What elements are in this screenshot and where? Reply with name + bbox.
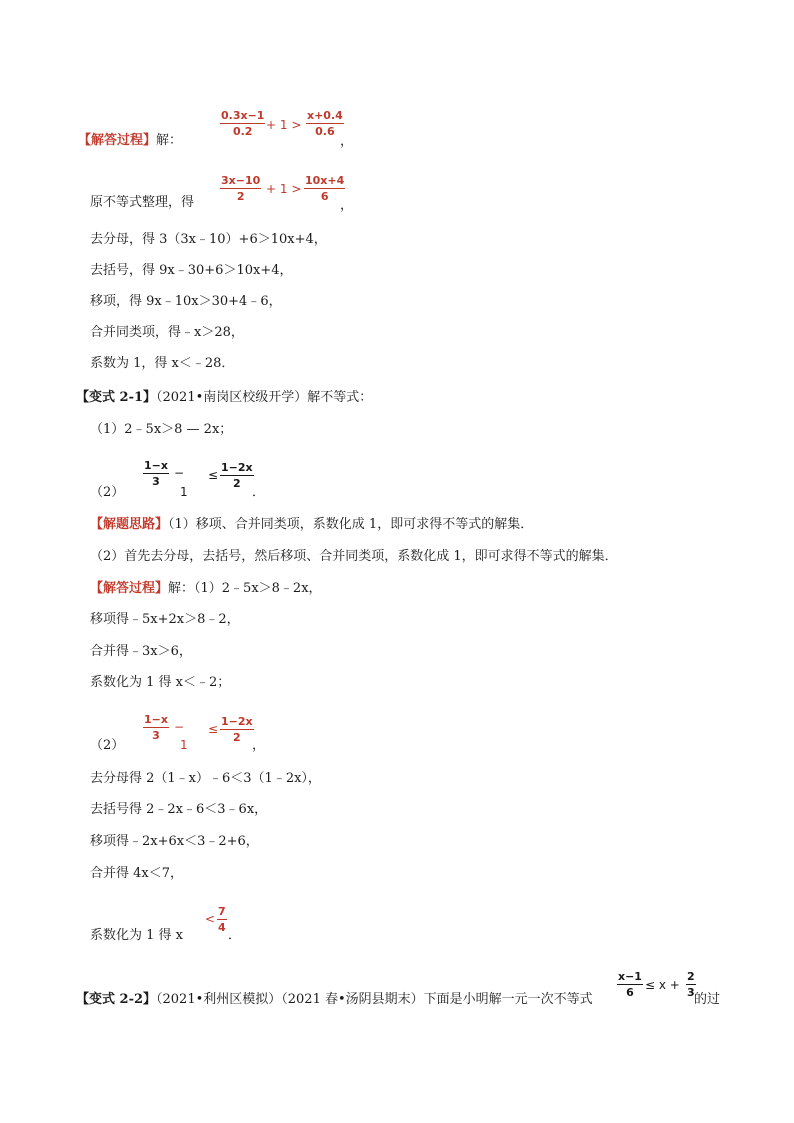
step-line: 移项得﹣5x+2x＞8﹣2， bbox=[90, 612, 240, 627]
fraction-3-numerator: 3x−10 bbox=[221, 174, 261, 187]
process-first: 解：（1）2﹣5x＞8﹣2x， bbox=[168, 581, 322, 596]
fraction-4-numerator: 10x+4 bbox=[305, 174, 345, 187]
v22-fraction-2-denominator: 3 bbox=[687, 986, 695, 999]
question-1: （1）2﹣5x＞8 — 2x； bbox=[90, 422, 233, 437]
fraction-3 bbox=[220, 174, 261, 203]
step-line: 合并同类项，得﹣x＞28， bbox=[90, 325, 244, 340]
final-fraction bbox=[217, 905, 227, 934]
fraction-1 bbox=[220, 109, 265, 138]
process-line bbox=[90, 581, 322, 597]
p2-le: ≤ bbox=[208, 722, 219, 736]
q2-one: 1 bbox=[180, 485, 188, 499]
fraction-1-numerator: 0.3x−1 bbox=[221, 109, 265, 122]
q2-fraction-1 bbox=[143, 459, 169, 488]
q2-end: ． bbox=[252, 485, 266, 500]
q2-le: ≤ bbox=[208, 468, 219, 482]
step-line: 移项，得 9x﹣10x＞30+4﹣6， bbox=[90, 294, 282, 309]
step-line: 移项得﹣2x+6x＜3﹣2+6， bbox=[90, 834, 259, 849]
final-step-text: 系数化为 1 得 x bbox=[90, 928, 183, 943]
step-line: 去括号，得 9x﹣30+6＞10x+4， bbox=[90, 263, 293, 278]
simplify-label: 原不等式整理，得 bbox=[90, 195, 195, 210]
v22-fraction-1-denominator: 6 bbox=[626, 986, 634, 999]
q2-fraction-1-denominator: 3 bbox=[152, 475, 160, 488]
step-line: 系数为 1，得 x＜﹣28． bbox=[90, 356, 235, 371]
comma: ， bbox=[340, 134, 354, 149]
v22-mid: ≤ x + bbox=[645, 978, 680, 992]
variant-2-2-text: （2021•利州区模拟）（2021 春•汤阴县期末）下面是小明解一元一次不等式 bbox=[156, 992, 593, 1007]
fraction-1-denominator: 0.2 bbox=[232, 125, 253, 138]
q2-fraction-2-numerator: 1−2x bbox=[221, 461, 253, 474]
process-label: 【解答过程】 bbox=[90, 581, 169, 596]
variant-2-1-label: 【变式 2-1】 bbox=[76, 390, 157, 405]
step-line: 系数化为 1 得 x＜﹣2； bbox=[90, 675, 231, 690]
p2-fraction-2 bbox=[220, 715, 254, 744]
v22-fraction-1 bbox=[617, 970, 643, 999]
answer-process-line bbox=[78, 133, 182, 149]
p2-fraction-2-numerator: 1−2x bbox=[221, 715, 253, 728]
v22-fraction-1-numerator: x−1 bbox=[618, 970, 642, 983]
fraction-4-denominator: 6 bbox=[320, 190, 329, 203]
p2-fraction-1 bbox=[143, 713, 169, 742]
final-fraction-numerator: 7 bbox=[218, 905, 226, 918]
variant-2-2-heading bbox=[76, 992, 593, 1008]
fraction-3-denominator: 2 bbox=[236, 190, 245, 203]
q2-fraction-1-numerator: 1−x bbox=[144, 459, 168, 472]
p2-one: 1 bbox=[180, 738, 188, 752]
p2-fraction-2-denominator: 2 bbox=[232, 731, 241, 744]
v22-tail: 的过 bbox=[694, 992, 721, 1007]
p2-fraction-1-numerator: 1−x bbox=[144, 713, 168, 726]
fraction-2 bbox=[306, 109, 344, 138]
final-end: ． bbox=[228, 928, 242, 943]
p2-minus: − bbox=[174, 720, 185, 734]
q2-fraction-2 bbox=[220, 461, 254, 490]
step-line: 去分母，得 3（3x﹣10）+6＞10x+4， bbox=[90, 232, 327, 247]
v22-fraction-2-numerator: 2 bbox=[687, 970, 695, 983]
thinking-line bbox=[90, 517, 533, 533]
fraction-2-denominator: 0.6 bbox=[315, 125, 335, 138]
question-2-prefix: （2） bbox=[90, 485, 125, 500]
q2-fraction-2-denominator: 2 bbox=[232, 477, 241, 490]
jie-label: 解： bbox=[156, 133, 183, 148]
plus-one-greater-2: + 1 > bbox=[266, 182, 302, 196]
p2-end: ， bbox=[252, 738, 266, 753]
plus-one-greater: + 1 > bbox=[266, 118, 302, 132]
step-line: 合并得﹣3x＞6， bbox=[90, 644, 192, 659]
variant-2-1-source: （2021•南岗区校级开学）解不等式： bbox=[156, 390, 373, 405]
variant-2-1-heading bbox=[76, 390, 372, 406]
part-2-prefix: （2） bbox=[90, 738, 125, 753]
step-line: 合并得 4x＜7， bbox=[90, 866, 184, 881]
fraction-2-numerator: x+0.4 bbox=[307, 109, 343, 122]
final-fraction-denominator: 4 bbox=[218, 921, 226, 934]
p2-fraction-1-denominator: 3 bbox=[152, 729, 160, 742]
thinking-text-2: （2）首先去分母，去括号，然后移项、合并同类项，系数化成 1，即可求得不等式的解集． bbox=[90, 549, 618, 564]
final-less-than: < bbox=[205, 912, 216, 926]
thinking-label: 【解题思路】 bbox=[90, 517, 169, 532]
thinking-text-1: （1）移项、合并同类项，系数化成 1，即可求得不等式的解集． bbox=[168, 517, 534, 532]
comma-2: ， bbox=[340, 198, 354, 213]
q2-minus: − bbox=[174, 466, 185, 480]
answer-process-label: 【解答过程】 bbox=[78, 133, 157, 148]
step-line: 去括号得 2﹣2x﹣6＜3﹣6x， bbox=[90, 802, 268, 817]
variant-2-2-label: 【变式 2-2】 bbox=[76, 992, 157, 1007]
step-line: 去分母得 2（1﹣x）﹣6＜3（1﹣2x）， bbox=[90, 771, 321, 786]
